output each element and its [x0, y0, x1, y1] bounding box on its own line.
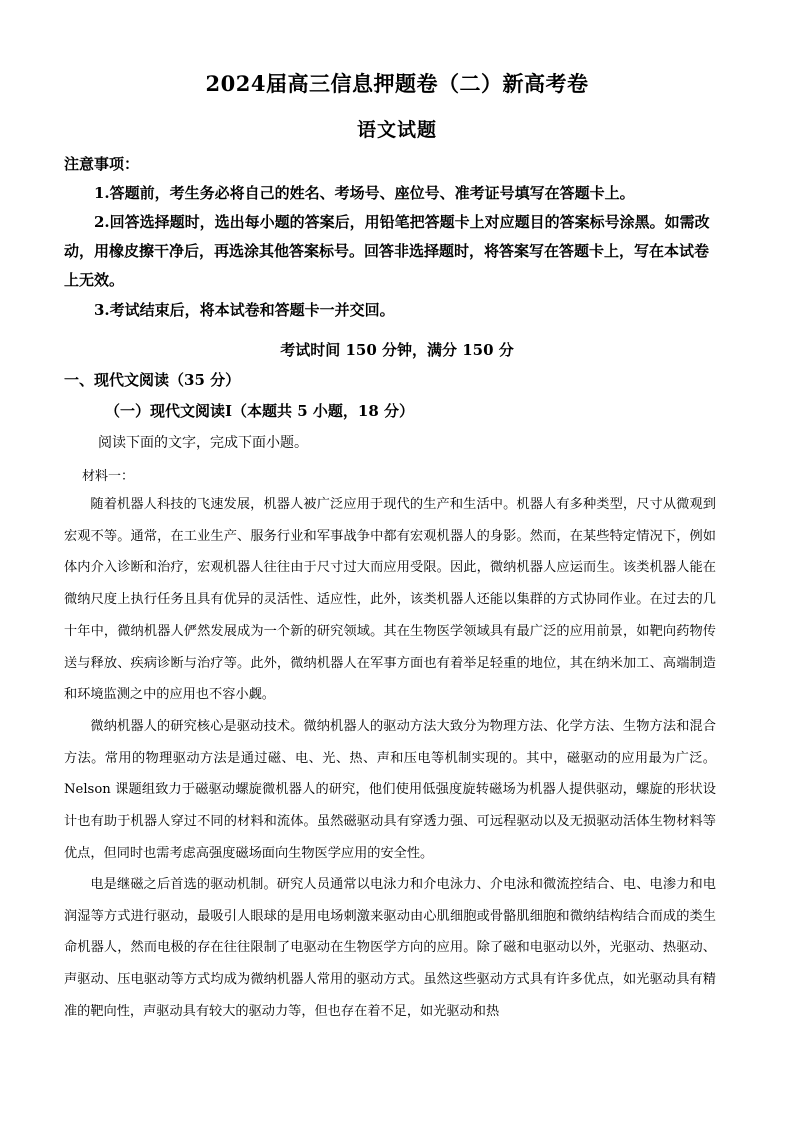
- notice-heading: 注意事项：: [64, 155, 140, 173]
- paragraph-text: 微纳机器人的研究核心是驱动技术。微纳机器人的驱动方法大致分为物理方法、化学方法、生物方法和混合方法。常用的物理驱动方法是通过磁、电、光、热、声和压电等机制实现的。其中，磁驱动的应用最为广泛。Nelson 课题组致力于磁驱动螺旋微机器人的研究，他们使用低强度旋转磁场为机器人提供驱动，螺旋的形状设计也有助于机器人穿过不同的材料和流体。虽然磁驱动具有穿透力强、可远程驱动以及无损驱动活体生物材料等优点，但同时也需考虑高强度磁场面向生物医学应用的安全性。: [64, 719, 716, 861]
- section-heading: 一、现代文阅读（35 分）: [64, 371, 241, 389]
- notice-item-3: [64, 296, 714, 325]
- paragraph-text: 电是继磁之后首选的驱动机制。研究人员通常以电泳力和介电泳力、介电泳和微流控结合、电、电渗力和电润湿等方式进行驱动，最吸引人眼球的是用电场刺激来驱动由心肌细胞或骨骼肌细胞和微纳结构结合而成的类生命机器人，然而电极的存在往往限制了电驱动在生物医学方向的应用。除了磁和电驱动以外，光驱动、热驱动、声驱动、压电驱动等方式均成为微纳机器人常用的驱动方式。虽然这些驱动方式具有许多优点，如光驱动具有精准的靶向性，声驱动具有较大的驱动力等，但也存在着不足，如光驱动和热: [64, 877, 716, 1019]
- reading-instruction: 阅读下面的文字，完成下面小题。: [98, 435, 308, 451]
- material-paragraph-3: [64, 869, 716, 1028]
- notice-item-2: [64, 208, 714, 295]
- notice-item-1-text: 1.答题前，考生务必将自己的姓名、考场号、座位号、准考证号填写在答题卡上。: [94, 184, 635, 202]
- notice-item-3-text: 3.考试结束后，将本试卷和答题卡一并交回。: [94, 301, 395, 319]
- material-paragraph-2: [64, 711, 716, 870]
- notice-item-2-text: 2.回答选择题时，选出每小题的答案后，用铅笔把答题卡上对应题目的答案标号涂黑。如需改动，用橡皮擦干净后，再选涂其他答案标号。回答非选择题时，将答案写在答题卡上，写在本试卷上无效。: [64, 213, 710, 289]
- page-title: 2024届高三信息押题卷（二）新高考卷: [205, 71, 589, 96]
- material-paragraph-1: [64, 489, 716, 711]
- subsection-heading: （一）现代文阅读Ⅰ（本题共 5 小题，18 分）: [105, 402, 414, 420]
- notice-item-1: [64, 179, 714, 208]
- exam-time: 考试时间 150 分钟，满分 150 分: [280, 341, 514, 359]
- paragraph-text: 随着机器人科技的飞速发展，机器人被广泛应用于现代的生产和生活中。机器人有多种类型，尺寸从微观到宏观不等。通常，在工业生产、服务行业和军事战争中都有宏观机器人的身影。然而，在某些特定情况下，例如体内介入诊断和治疗，宏观机器人往往由于尺寸过大而应用受限。因此，微纳机器人应运而生。该类机器人能在微纳尺度上执行任务且具有优异的灵活性、适应性，此外，该类机器人还能以集群的方式协同作业。在过去的几十年中，微纳机器人俨然发展成为一个新的研究领域。其在生物医学领域具有最广泛的应用前景，如靶向药物传送与释放、疾病诊断与治疗等。此外，微纳机器人在军事方面也有着举足轻重的地位，其在纳米加工、高端制造和环境监测之中的应用也不容小觑。: [64, 497, 716, 703]
- material-label: 材料一：: [82, 469, 135, 484]
- page-subtitle: 语文试题: [356, 119, 437, 141]
